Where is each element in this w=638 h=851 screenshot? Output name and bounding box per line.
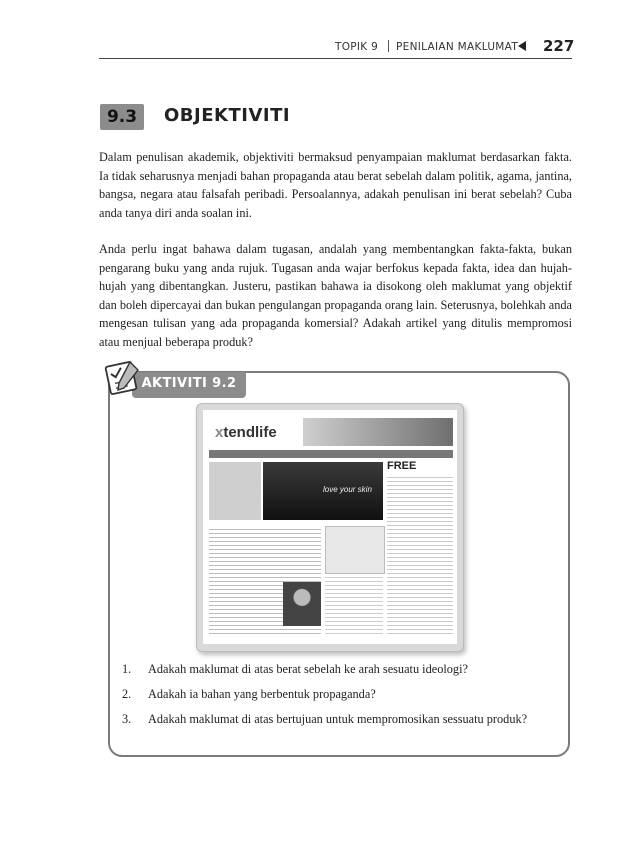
website-right-column: [387, 474, 453, 634]
arrow-left-icon: [518, 41, 526, 51]
website-banner: [303, 418, 453, 446]
logo-text: tendlife: [223, 424, 277, 441]
website-page: [203, 410, 457, 644]
question-text: Adakah maklumat di atas berat sebelah ke arah sesuatu ideologi?: [148, 662, 468, 676]
chapter-title: PENILAIAN MAKLUMAT: [396, 41, 519, 53]
website-product-box: [325, 526, 385, 574]
hero-text: love your skin: [323, 485, 372, 494]
website-nav: [209, 450, 453, 458]
running-header: [300, 37, 575, 56]
paragraph: Dalam penulisan akademik, objektiviti bermaksud penyampaian maklumat berdasarkan fakta. Ia tidak seharusnya menjadi bahan propaganda atau berat sebelah dalam politik, agama, jantina, bangsa, negara atau falsafah peribadi. Persoalannya, adakah penulisan ini berat sebelah? Cuba anda tanya diri anda soalan ini.: [99, 150, 572, 220]
question-number: 3.: [122, 712, 132, 726]
page-number: 227: [543, 37, 575, 55]
logo-mark: x: [215, 424, 224, 441]
website-photo: [283, 582, 321, 626]
question-text: Adakah maklumat di atas bertujuan untuk mempromosikan sessuatu produk?: [148, 712, 528, 726]
question-number: 1.: [122, 662, 132, 676]
header-divider: [388, 40, 389, 52]
website-screenshot: [196, 403, 464, 652]
shipping-text: FREE: [387, 460, 417, 472]
section-title: OBJEKTIVITI: [164, 105, 291, 126]
activity-label: AKTIVITI 9.2: [132, 372, 246, 398]
paragraph: Anda perlu ingat bahawa dalam tugasan, andalah yang membentangkan fakta-fakta, bukan pengarang buku yang anda rujuk. Tugasan anda wajar berfokus kepada fakta, idea dan hujah-hujah yang dibentangkan. Justeru, pastikan bahawa ia disokong oleh maklumat yang objektif dan boleh dipercayai dan bukan pengulangan propaganda orang lain. Seterusnya, bolehkah anda mengesan tulisan yang ada propaganda komersial? Adakah artikel yang ditulis mempromosi atau menjual beberapa produk?: [99, 242, 572, 349]
topic-label: TOPIK 9: [335, 41, 379, 53]
header-rule: [99, 58, 572, 59]
question-number: 2.: [122, 687, 132, 701]
website-sidebar: [209, 462, 261, 520]
checklist-icon: [102, 358, 144, 398]
section-number-badge: 9.3: [100, 104, 144, 130]
question-text: Adakah ia bahan yang berbentuk propaganda?: [148, 687, 376, 701]
website-logo: [215, 424, 277, 441]
